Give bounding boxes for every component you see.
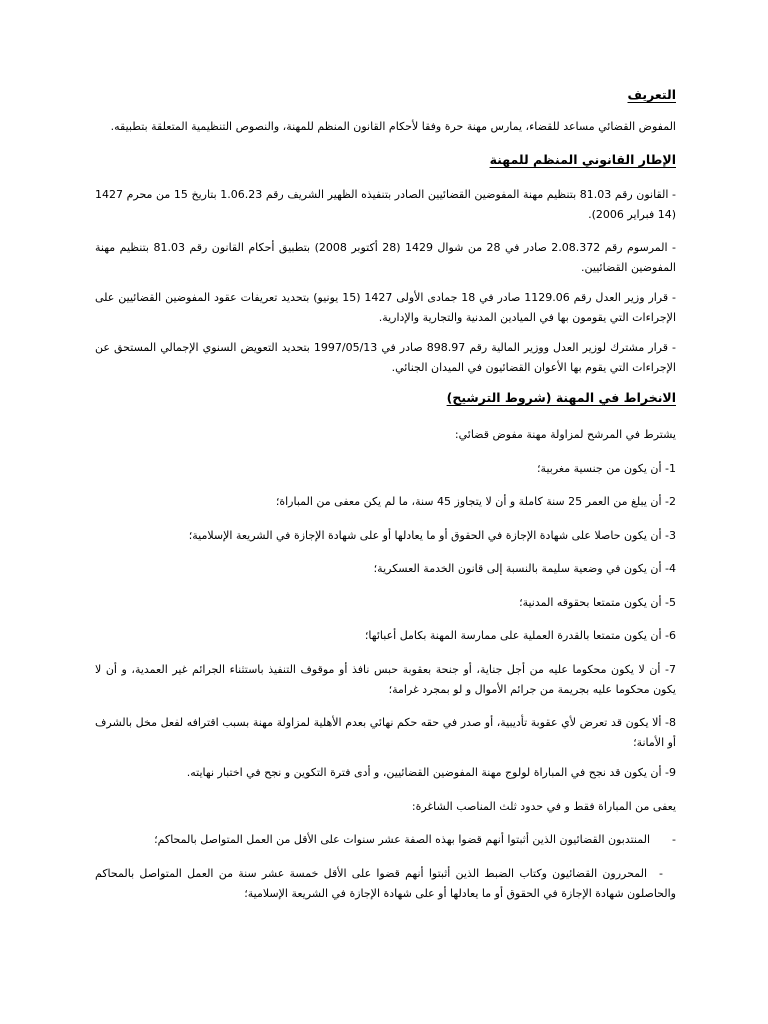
admission-intro: يشترط في المرشح لمزاولة مهنة مفوض قضائي: <box>454 428 676 441</box>
legal-text-item: - المرسوم رقم 2.08.372 صادر في 28 من شوال 1429 (28 أكتوبر 2008) بتطبيق أحكام القانون رقم 81.03 بتنظيم مهنة المفوضين القضائيين. <box>95 241 677 274</box>
bullet-dash: - <box>672 833 676 846</box>
exemption-text: المنتدبون القضائيون الذين أثبتوا أنهم قضوا بهذه الصفة عشر سنوات على الأقل من العمل المتواصل بالمحاكم؛ <box>154 833 650 846</box>
exemption-intro: يعفى من المباراة فقط و في حدود ثلث المناصب الشاغرة: <box>411 799 676 813</box>
exemption-item <box>95 864 676 904</box>
exemption-text: المحررون القضائيون وكتاب الضبط الذين أثبتوا أنهم قضوا على الأقل خمسة عشر سنة من العمل المتواصل بالمحاكم والحاصلون شهادة الإجازة في الحقوق أو ما يعادلها أو على شهادة الإجازة في الشريعة الإسلامية؛ <box>95 866 676 900</box>
legal-text-item: - القانون رقم 81.03 بتنظيم مهنة المفوضين القضائيين الصادر بتنفيذه الظهير الشريف رقم 1.06.23 بتاريخ 15 من محرم 1427 (14 فبراير 2006). <box>95 188 676 221</box>
legal-text-item: - قرار مشترك لوزير العدل ووزير المالية رقم 898.97 صادر في 1997/05/13 بتحديد التعويض السنوي الإجمالي المستحق عن الإجراءات التي يقوم بها الأعوان القضائيون في الميدان الجنائي. <box>95 341 676 374</box>
condition-item: 6- أن يكون متمتعا بالقدرة العملية على ممارسة المهنة بكامل أعبائها؛ <box>364 629 676 642</box>
condition-item: 5- أن يكون متمتعا بحقوقه المدنية؛ <box>519 595 676 609</box>
definition-paragraph: المفوض القضائي مساعد للقضاء، يمارس مهنة حرة وفقا لأحكام القانون المنظم للمهنة، والنصوص التنظيمية المتعلقة بتطبيقه. <box>110 120 676 133</box>
condition-item: 8- ألا يكون قد تعرض لأي عقوبة تأديبية، أو صدر في حقه حكم نهائي بعدم الأهلية لمزاولة مهنة بسبب اقترافه لفعل مخل بالشرف أو الأمانة؛ <box>95 716 676 749</box>
admission-heading: الانخراط في المهنة (شروط الترشيح) <box>446 390 676 405</box>
condition-item: 3- أن يكون حاصلا على شهادة الإجازة في الحقوق أو ما يعادلها أو على شهادة الإجازة في الشريعة الإسلامية؛ <box>188 528 676 542</box>
exemption-item <box>95 830 676 850</box>
condition-item: 2- أن يبلغ من العمر 25 سنة كاملة و أن لا يتجاوز 45 سنة، ما لم يكن معفى من المباراة؛ <box>275 495 676 508</box>
condition-item: 9- أن يكون قد نجح في المباراة لولوج مهنة المفوضين القضائيين، و أدى فترة التكوين و نجح في اختبار نهايته. <box>186 766 676 779</box>
document-body <box>95 85 676 904</box>
condition-item: 4- أن يكون في وضعية سليمة بالنسبة إلى قانون الخدمة العسكرية؛ <box>373 562 676 575</box>
legal-text-item: - قرار وزير العدل رقم 1129.06 صادر في 18 جمادى الأولى 1427 (15 يونيو) بتحديد تعريفات عقود المفوضين القضائيين على الإجراءات التي يقومون بها في الميادين المدنية والتجارية والإدارية. <box>95 291 676 324</box>
legal-framework-heading: الإطار القانوني المنظم للمهنة <box>489 152 676 167</box>
definition-heading: التعريف <box>627 87 676 102</box>
condition-item: 7- أن لا يكون محكوما عليه من أجل جناية، أو جنحة بعقوبة حبس نافذ أو موقوف التنفيذ باستثناء الجرائم غير العمدية، و أن لا يكون محكوما عليه بجريمة من جرائم الأموال و لو بمجرد غرامة؛ <box>95 662 676 696</box>
condition-item: 1- أن يكون من جنسية مغربية؛ <box>537 461 676 475</box>
bullet-dash: - <box>659 866 663 880</box>
